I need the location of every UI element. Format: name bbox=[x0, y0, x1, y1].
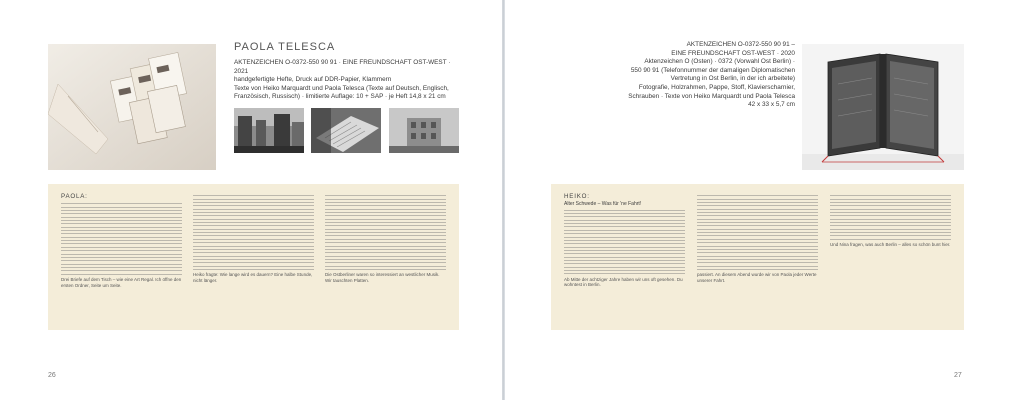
info-line: AKTENZEICHEN O-0372-550 90 91 – bbox=[686, 41, 795, 48]
paragraph: Drei Briefe auf dem Tisch – wie eine Art Regal. Ich öffne den ersten Ordner, Seite um Seite. bbox=[61, 276, 182, 288]
paper-stack-illustration bbox=[48, 44, 216, 170]
text-column-3 bbox=[830, 193, 951, 248]
street-scene-illustration bbox=[234, 108, 304, 153]
info-line: 42 x 33 x 5,7 cm bbox=[748, 101, 795, 109]
text-column-2 bbox=[697, 193, 818, 283]
info-line: handgefertigte Hefte, Druck auf DDR-Papier, Klammern bbox=[234, 76, 392, 84]
framed-book-illustration bbox=[802, 44, 964, 170]
info-line: Französisch, Russisch) · limitierte Auflage: 10 + SAP · je Heft 14,8 x 21 cm bbox=[234, 93, 446, 101]
info-line: Schrauben · Texte von Heiko Marquardt und Paola Telesca bbox=[628, 92, 795, 100]
page-number: 26 bbox=[48, 372, 56, 379]
artwork-info bbox=[535, 41, 795, 110]
document-illustration bbox=[311, 108, 381, 153]
speaker-label: HEIKO: bbox=[564, 193, 590, 200]
paragraph: Ab Mitte der achtziger Jahre haben wir uns oft gesehen. Du wohntest in Berlin. bbox=[564, 276, 683, 288]
paragraph: Und Nina fragen, was auch Berlin – alles so schön bunt hier. bbox=[830, 242, 951, 248]
paragraph: Heiko fragte: Wie lange wird es dauern? Eine halbe Stunde, nicht länger. bbox=[193, 272, 313, 283]
artist-title: PAOLA TELESCA bbox=[234, 41, 336, 53]
text-column-1 bbox=[61, 193, 182, 288]
info-line: EINE FREUNDSCHAFT OST-WEST · 2020 bbox=[671, 49, 795, 57]
text-column-3 bbox=[325, 193, 446, 283]
building-illustration bbox=[389, 108, 459, 153]
right-text-panel bbox=[551, 184, 964, 330]
text-column-1 bbox=[564, 193, 685, 288]
info-line: Aktenzeichen O (Osten) · 0372 (Vorwahl Ost Berlin) · bbox=[644, 58, 795, 66]
paragraph: Die Ostberliner waren so interessiert an westlicher Musik. Wir tauschten Platten. bbox=[325, 272, 440, 283]
text-subtitle: Alter Schwede – Was für 'ne Fahrt! bbox=[564, 201, 642, 207]
paragraph: passiert. An diesem Abend wurde wir von Paola jeder Werte unserer Fahrt. bbox=[697, 272, 817, 283]
speaker-label: PAOLA: bbox=[61, 193, 88, 200]
left-text-panel bbox=[48, 184, 459, 330]
text-column-2 bbox=[193, 193, 314, 283]
info-line: Vertretung in Ost Berlin, in der ich arbeitete) bbox=[670, 75, 795, 83]
page-number: 27 bbox=[954, 372, 962, 379]
framed-book-photo bbox=[802, 44, 964, 170]
right-page bbox=[505, 0, 1009, 400]
info-line: 550 90 91 (Telefonnummer der damaligen Diplomatischen bbox=[630, 66, 795, 74]
bw-document-photo bbox=[311, 108, 381, 153]
paper-stack-photo bbox=[48, 44, 216, 170]
info-line: AKTENZEICHEN O-0372-550 90 91 · EINE FREUNDSCHAFT OST-WEST · 2021 bbox=[234, 59, 451, 75]
left-page bbox=[0, 0, 502, 400]
bw-building-photo bbox=[389, 108, 459, 153]
info-line: Texte von Heiko Marquardt und Paola Telesca (Texte auf Deutsch, Englisch, bbox=[234, 84, 449, 92]
info-line: Fotografie, Holzrahmen, Pappe, Stoff, Klavierscharnier, bbox=[638, 83, 795, 91]
artwork-info bbox=[234, 59, 454, 102]
bw-street-photo bbox=[234, 108, 304, 153]
